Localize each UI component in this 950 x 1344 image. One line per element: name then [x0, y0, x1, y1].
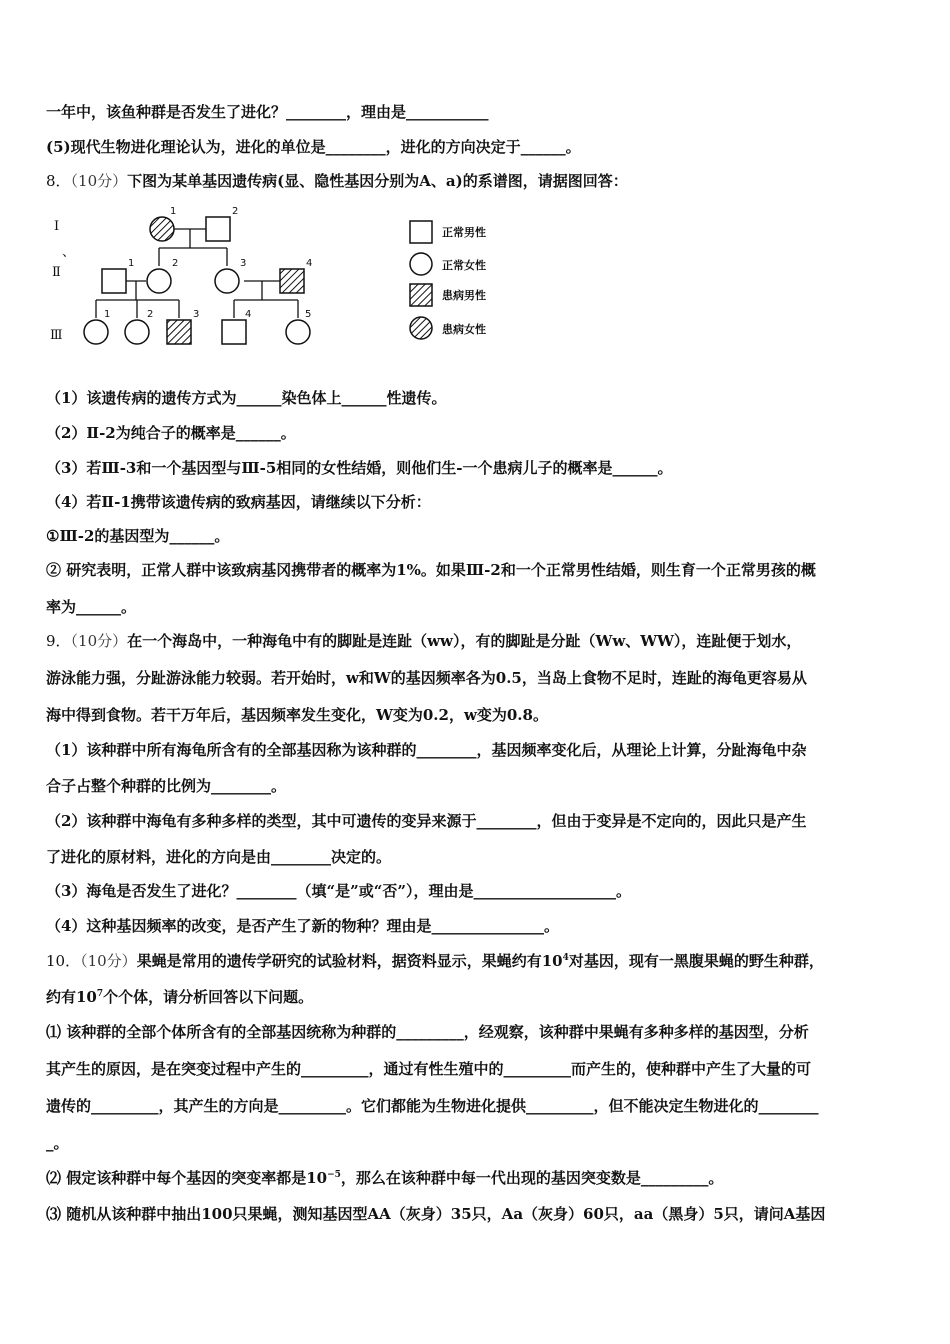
q8-stem: [46, 171, 910, 191]
q8-sub3: （3）若Ⅲ-3和一个基因型与Ⅲ-5相同的女性结婚，则他们生-一个患病儿子的概率是______。: [46, 459, 673, 477]
q10-number: 10．: [46, 952, 81, 970]
q10-sub3: ⑶ 随机从该种群中抽出100只果蝇，测知基因型AA（灰身）35只，Aa（灰身）60只，aa（黑身）5只，请问A基因: [46, 1205, 826, 1223]
pedigree-I-2-normal-male: [206, 217, 230, 241]
pedigree-II-4-affected-male: [280, 269, 304, 293]
pedigree-II-1-normal-male: [102, 269, 126, 293]
pedigree-number-II-1: 1: [128, 258, 135, 269]
pedigree-III-3-affected-male: [167, 320, 191, 344]
legend-normal-female-symbol: [410, 253, 432, 275]
q10-points: （10分）: [80, 952, 137, 970]
pedigree-II-2-normal-female: [147, 269, 171, 293]
pedigree-number-III-3: 3: [193, 309, 200, 320]
q7-subquestion-5: (5)现代生物进化理论认为，进化的单位是________，进化的方向决定于______。: [46, 138, 581, 156]
pedigree-number-I-2: 2: [232, 206, 239, 217]
q9-sub4: （4）这种基因频率的改变，是否产生了新的物种？理由是_______________。: [46, 917, 559, 935]
pedigree-I-1-affected-female: [150, 217, 174, 241]
q10-stem-text-b: 对基因，现有一黑腹果蝇的野生种群，: [568, 952, 824, 970]
q8-sub4-item2-line2: 率为______。: [46, 598, 137, 616]
q8-stem-text: 下图为某单基因遗传病(显、隐性基因分别为A、a)的系谱图，请据图回答：: [127, 172, 628, 190]
q10-exponent-7: 7: [96, 989, 104, 999]
q9-stem-line3: 海中得到食物。若干万年后，基因频率发生变化，W变为0.2，w变为0.8。: [46, 706, 548, 724]
pedigree-number-II-4: 4: [306, 258, 313, 269]
q10-sub2-text-b: ，那么在该种群中每一代出现的基因突变数是_________。: [340, 1169, 724, 1187]
pedigree-number-III-1: 1: [104, 309, 111, 320]
legend-affected-male-label: 患病男性: [442, 289, 486, 302]
q9-stem-line2: 游泳能力强，分趾游泳能力较弱。若开始时，w和W的基因频率各为0.5，当岛上食物不足时，连趾的海龟更容易从: [46, 669, 807, 687]
generation-label-II: Ⅱ: [52, 265, 61, 280]
q10-sub2: [46, 1168, 910, 1188]
legend-affected-female-symbol: [410, 317, 432, 339]
q10-exponent-neg5: −5: [327, 1170, 341, 1180]
q10-stem-line1: [46, 951, 910, 971]
generation-label-I: Ⅰ: [54, 219, 60, 234]
q10-sub1-line2: 其产生的原因，是在突变过程中产生的_________，通过有性生殖中的_________而产生的，使种群中产生了大量的可: [46, 1060, 812, 1078]
q9-stem-text: 在一个海岛中，一种海龟中有的脚趾是连趾（ww），有的脚趾是分趾（Ww、WW），连趾便于划水，: [127, 632, 802, 650]
q8-points: （10分）: [70, 172, 128, 190]
pedigree-legend: [410, 221, 486, 339]
pedigree-III-5-normal-female: [286, 320, 310, 344]
q9-number: 9．: [46, 632, 71, 650]
q8-sub4-item2-line1: ② 研究表明，正常人群中该致病基冈携带者的概率为1%。如果Ⅲ-2和一个正常男性结婚，则生育一个正常男孩的概: [46, 561, 816, 579]
pedigree-II-3-normal-female: [215, 269, 239, 293]
q9-sub2-line2: 了进化的原材料，进化的方向是由________决定的。: [46, 848, 392, 866]
legend-normal-male-symbol: [410, 221, 432, 243]
q10-exponent-4: 4: [562, 953, 569, 963]
legend-affected-female-label: 患病女性: [442, 323, 486, 336]
pedigree-number-III-5: 5: [305, 309, 312, 320]
q9-sub2-line1: （2）该种群中海龟有多种多样的类型，其中可遗传的变异来源于________，但由于变异是不定向的，因此只是产生: [46, 812, 807, 830]
q10-stem2-text-b: 个个体，请分析回答以下问题。: [103, 988, 314, 1006]
q10-sub1-line4: _。: [46, 1134, 69, 1152]
q8-sub4-item1: ①Ⅲ-2的基因型为______。: [46, 527, 230, 545]
q10-stem2-text-a: 约有10: [46, 988, 97, 1006]
q9-stem-line1: [46, 631, 910, 651]
pedigree-diagram: [46, 196, 516, 356]
q7-line-evolution: 一年中，该鱼种群是否发生了进化？________，理由是___________: [46, 103, 489, 121]
legend-normal-male-label: 正常男性: [442, 226, 486, 239]
pedigree-III-4-normal-male: [222, 320, 246, 344]
q10-sub1-line1: ⑴ 该种群的全部个体所含有的全部基因统称为种群的_________，经观察，该种群中果蝇有多种多样的基因型，分析: [46, 1023, 809, 1041]
q8-sub1: （1）该遗传病的遗传方式为______染色体上______性遗传。: [46, 389, 447, 407]
q9-sub1-line1: （1）该种群中所有海龟所含有的全部基因称为该种群的________，基因频率变化后，从理论上计算，分趾海龟中杂: [46, 741, 807, 759]
q8-sub4: （4）若Ⅱ-1携带该遗传病的致病基因，请继续以下分析：: [46, 493, 431, 511]
q10-stem-line2: [46, 987, 910, 1007]
pedigree-number-II-3: 3: [240, 258, 247, 269]
q9-points: （10分）: [70, 632, 128, 650]
q8-sub2: （2）Ⅱ-2为纯合子的概率是______。: [46, 424, 296, 442]
generation-label-III: Ⅲ: [50, 328, 63, 343]
pedigree-number-III-4: 4: [245, 309, 252, 320]
q10-sub1-line3: 遗传的_________，其产生的方向是_________。它们都能为生物进化提供_________，但不能决定生物进化的________: [46, 1097, 819, 1115]
generation-label-sep: 、: [62, 245, 76, 260]
pedigree-III-1-normal-female: [84, 320, 108, 344]
legend-affected-male-symbol: [410, 284, 432, 306]
pedigree-III-2-normal-female: [125, 320, 149, 344]
q9-sub1-line2: 合子占整个种群的比例为________。: [46, 777, 287, 795]
q8-number: 8．: [46, 172, 71, 190]
q9-sub3: （3）海龟是否发生了进化？________（填“是”或“否”），理由是___________________。: [46, 882, 631, 900]
q10-sub2-text-a: ⑵ 假定该种群中每个基因的突变率都是10: [46, 1169, 328, 1187]
pedigree-number-I-1: 1: [170, 206, 177, 217]
q10-stem-text-a: 果蝇是常用的遗传学研究的试验材料，据资料显示，果蝇约有10: [136, 952, 563, 970]
pedigree-number-II-2: 2: [172, 258, 179, 269]
pedigree-number-III-2: 2: [147, 309, 154, 320]
legend-normal-female-label: 正常女性: [442, 259, 486, 272]
